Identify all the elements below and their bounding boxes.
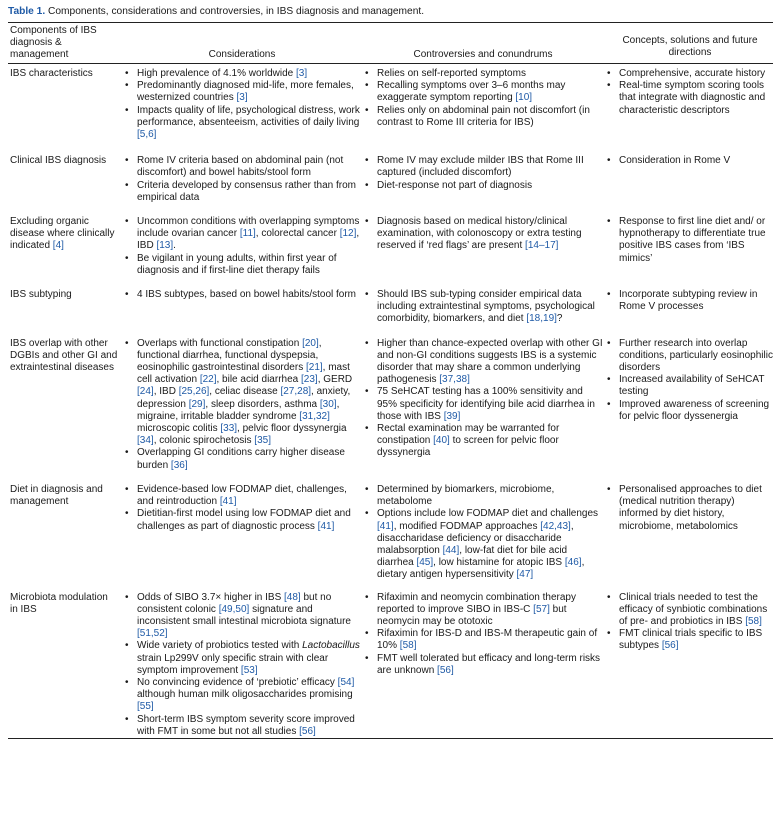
citation-link[interactable]: [31,32]: [299, 410, 330, 422]
concepts-cell: [605, 289, 773, 313]
citation-link[interactable]: [25,26]: [178, 386, 210, 398]
citation-link[interactable]: [23]: [301, 374, 318, 386]
citation-link[interactable]: [48]: [284, 591, 301, 603]
citation-link[interactable]: [56]: [437, 664, 454, 676]
citation-link[interactable]: [45]: [416, 557, 434, 569]
list-item: [123, 677, 361, 714]
text: microscopic colitis: [137, 423, 221, 435]
text: 75 SeHCAT testing has a 100% sensitivity and 95% specificity for identifying bile acid diarrhea in those with IBS: [377, 386, 595, 422]
list-item: [363, 289, 603, 326]
text: Diagnosis based on medical history/clinical examination, with colonoscopy or extra testing reserved if ‘red flags’ are present: [377, 216, 582, 252]
text: , pelvic floor dyssynergia: [237, 423, 347, 435]
text: signature and inconsistent small intestinal microbiota signature: [137, 603, 351, 627]
text: Real-time symptom scoring tools that integrate with diagnostic and characteristic descriptors: [619, 80, 766, 116]
list-item: [605, 374, 773, 398]
table-row: [8, 338, 773, 472]
list-item: [123, 216, 361, 253]
text: , bile acid diarrhea: [216, 374, 301, 386]
list-item: [605, 628, 773, 652]
text: FMT well tolerated but efficacy and long-term risks are unknown: [377, 652, 601, 676]
text: Personalised approaches to diet (medical nutrition therapy) informed by diet history, microbiome, metabolomics: [619, 483, 762, 532]
list-item: [363, 653, 603, 677]
text: Rectal examination may be warranted for constipation: [377, 423, 560, 447]
text: Uncommon conditions with overlapping symptoms include ovarian cancer: [137, 216, 360, 240]
component-cell: Clinical IBS diagnosis: [10, 155, 107, 167]
considerations-cell: [123, 484, 361, 533]
citation-link[interactable]: [39]: [443, 410, 461, 422]
considerations-list: [123, 216, 361, 277]
text: Consideration in Rome V: [619, 155, 731, 167]
text: although human milk oligosaccharides promising: [137, 689, 353, 701]
text: Predominantly diagnosed mid-life, more females, westernized countries: [137, 80, 354, 104]
list-item: [363, 628, 603, 652]
controversies-cell: [363, 216, 603, 253]
citation-link[interactable]: [41]: [219, 496, 237, 508]
text: Comprehensive, accurate history: [619, 68, 766, 79]
list-item: [605, 592, 773, 629]
concepts-list: [605, 155, 773, 167]
list-item: [363, 484, 603, 508]
component-cell: IBS characteristics: [10, 68, 93, 79]
citation-link[interactable]: [3]: [295, 68, 308, 79]
citation-link[interactable]: [4]: [50, 240, 64, 252]
citation-link[interactable]: [5,6]: [137, 129, 157, 141]
text: strain Lp299V only specific strain with clear symptom improvement: [137, 652, 329, 676]
text: Relies only on abdominal pain not discomfort (in contrast to Rome III criteria for IBS): [377, 104, 590, 128]
list-item: [363, 338, 603, 387]
text: , anxiety, depression: [137, 386, 351, 410]
text: , colorectal cancer: [255, 228, 340, 240]
text: Options include low FODMAP diet and challenges: [377, 508, 599, 520]
concepts-cell: [605, 68, 773, 117]
list-item: [605, 216, 773, 265]
controversies-cell: [363, 289, 603, 326]
table-label: Table 1.: [8, 6, 46, 17]
controversies-list: [363, 68, 603, 129]
text: Overlapping GI conditions carry higher disease burden: [137, 447, 345, 471]
header-considerations: Considerations: [208, 48, 276, 60]
table-body: [8, 68, 773, 738]
controversies-list: [363, 216, 603, 253]
list-item: [123, 714, 361, 738]
table-row: [8, 592, 773, 738]
controversies-list: [363, 289, 603, 326]
citation-link[interactable]: [54]: [337, 676, 355, 688]
citation-link[interactable]: [30]: [319, 398, 337, 410]
text: FMT clinical trials specific to IBS subtypes: [619, 628, 763, 652]
list-item: [363, 423, 603, 460]
text: ?: [556, 313, 563, 325]
considerations-list: [123, 289, 361, 301]
table-row: [8, 484, 773, 582]
citation-link[interactable]: [22]: [199, 374, 217, 386]
table-bottom-rule: [8, 738, 773, 739]
table-container: [8, 0, 773, 739]
table-caption: [8, 6, 773, 18]
text: , GERD: [317, 374, 353, 386]
text: , disaccharidase deficiency or disaccharide malabsorption: [377, 520, 574, 556]
list-item: [605, 68, 773, 80]
table-header-rule: [8, 63, 773, 64]
list-item: [605, 289, 773, 313]
concepts-cell: [605, 216, 773, 265]
list-item: [123, 155, 361, 179]
text: , IBD: [153, 386, 179, 398]
text: but neomycin may be ototoxic: [377, 603, 567, 627]
text: 4 IBS subtypes, based on bowel habits/stool form: [137, 289, 357, 301]
concepts-list: [605, 338, 773, 423]
text: , colonic spirochetosis: [153, 435, 255, 447]
considerations-list: [123, 338, 361, 472]
citation-link[interactable]: [13]: [156, 240, 174, 252]
text: Rifaximin for IBS-D and IBS-M therapeutic gain of 10%: [377, 628, 598, 652]
controversies-cell: [363, 68, 603, 129]
text: , modified FODMAP approaches: [393, 520, 541, 532]
controversies-cell: [363, 484, 603, 582]
component-cell: Microbiota modulation in IBS: [10, 591, 108, 615]
list-item: [363, 80, 603, 104]
list-item: [605, 155, 773, 167]
table-row: [8, 68, 773, 141]
table-row: [8, 289, 773, 326]
citation-link[interactable]: [47]: [516, 569, 534, 581]
citation-link[interactable]: [42,43]: [540, 520, 571, 532]
citation-link[interactable]: [11]: [239, 228, 256, 240]
considerations-cell: [123, 68, 361, 141]
text: , mast cell activation: [137, 362, 350, 386]
text: No convincing evidence of ‘prebiotic’ efficacy: [137, 676, 338, 688]
text: Excluding organic disease where clinically indicated: [10, 216, 115, 252]
text: , sleep disorders, asthma: [205, 398, 320, 410]
citation-link[interactable]: [24]: [137, 386, 154, 398]
text: Rome IV criteria based on abdominal pain (not discomfort) and bowel habits/stool form: [137, 155, 344, 179]
citation-link[interactable]: [57]: [533, 603, 550, 615]
considerations-cell: [123, 289, 361, 301]
text: Response to first line diet and/ or hypnotherapy to differentiate true positive IBS cases from ‘IBS mimics’: [619, 216, 766, 264]
text: Evidence-based low FODMAP diet, challenges, and reintroduction: [137, 483, 347, 508]
list-item: [123, 180, 361, 204]
citation-link[interactable]: [18,19]: [526, 313, 557, 325]
concepts-list: [605, 592, 773, 653]
list-item: [123, 338, 361, 448]
list-item: [123, 447, 361, 471]
considerations-list: [123, 484, 361, 533]
list-item: [123, 80, 361, 104]
list-item: [605, 338, 773, 375]
list-item: [363, 180, 603, 192]
citation-link[interactable]: [41]: [377, 520, 394, 532]
citation-link[interactable]: [37,38]: [439, 374, 470, 386]
citation-link[interactable]: [35]: [254, 435, 271, 447]
text: but no consistent colonic: [137, 591, 332, 615]
citation-link[interactable]: [3]: [236, 92, 248, 104]
citation-link[interactable]: [56]: [299, 725, 316, 737]
considerations-cell: [123, 592, 361, 738]
text: Relies on self-reported symptoms: [377, 68, 526, 79]
controversies-list: [363, 338, 603, 460]
list-item: [363, 216, 603, 253]
list-item: [363, 155, 603, 179]
citation-link[interactable]: [21]: [305, 362, 323, 374]
concepts-list: [605, 484, 773, 533]
citation-link[interactable]: [58]: [399, 640, 417, 652]
text: to screen for pelvic floor dyssynergia: [377, 435, 559, 459]
text: , migraine, irritable bladder syndrome: [137, 398, 340, 422]
table-row: [8, 216, 773, 277]
concepts-list: [605, 216, 773, 265]
text: Odds of SIBO 3.7× higher in IBS: [137, 591, 285, 603]
text: Recalling symptoms over 3–6 months may exaggerate symptom reporting: [377, 80, 566, 104]
citation-link[interactable]: [58]: [745, 615, 762, 627]
italic-text: Lactobacillus: [302, 640, 360, 652]
list-item: [363, 508, 603, 581]
text: Diet-response not part of diagnosis: [377, 179, 533, 191]
considerations-list: [123, 68, 361, 141]
component-cell: [8, 216, 118, 253]
text: .: [173, 240, 176, 252]
citation-link[interactable]: [27,28]: [280, 386, 312, 398]
list-item: [123, 508, 361, 532]
concepts-cell: [605, 338, 773, 423]
citation-link[interactable]: [12]: [339, 228, 357, 240]
controversies-list: [363, 155, 603, 192]
controversies-list: [363, 484, 603, 582]
citation-link[interactable]: [36]: [170, 459, 188, 471]
list-item: [123, 640, 361, 677]
text: Increased availability of SeHCAT testing: [619, 374, 765, 398]
citation-link[interactable]: [41]: [317, 520, 335, 532]
citation-link[interactable]: [29]: [188, 398, 206, 410]
list-item: [363, 68, 603, 80]
text: , low-fat diet for bile acid diarrhea: [377, 544, 568, 569]
considerations-cell: [123, 216, 361, 277]
citation-link[interactable]: [44]: [442, 544, 460, 556]
concepts-cell: [605, 484, 773, 533]
list-item: [123, 289, 361, 301]
concepts-cell: [605, 155, 773, 167]
component-cell: IBS subtyping: [10, 289, 72, 301]
considerations-list: [123, 592, 361, 738]
text: Wide variety of probiotics tested with: [137, 640, 303, 652]
citation-link[interactable]: [49,50]: [218, 603, 250, 615]
list-item: [363, 105, 603, 129]
list-item: [123, 484, 361, 508]
text: , IBD: [137, 228, 360, 252]
citation-link[interactable]: [53]: [240, 664, 258, 676]
considerations-cell: [123, 155, 361, 204]
header-components: Components of IBS diagnosis & management: [10, 25, 97, 61]
list-item: [123, 253, 361, 277]
citation-link[interactable]: [56]: [661, 640, 679, 652]
considerations-cell: [123, 338, 361, 472]
citation-link[interactable]: [46]: [564, 557, 582, 569]
table-header: [8, 23, 773, 63]
text: Criteria developed by consensus rather than from empirical data: [137, 179, 357, 203]
text: , low histamine for atopic IBS: [433, 557, 565, 569]
citation-link[interactable]: [33]: [220, 423, 238, 435]
text: Clinical trials needed to test the efficacy of synbiotic combinations of pre- and probiotics in IBS: [619, 591, 768, 627]
text: Incorporate subtyping review in Rome V processes: [619, 289, 758, 313]
list-item: [123, 592, 361, 641]
text: , celiac disease: [209, 386, 281, 398]
citation-link[interactable]: [40]: [433, 435, 450, 447]
text: Rome IV may exclude milder IBS that Rome III captured (included discomfort): [377, 155, 584, 179]
text: Overlaps with functional constipation: [137, 337, 303, 349]
list-item: [123, 68, 361, 80]
text: , dietary antigen hypersensitivity: [377, 557, 585, 581]
text: Dietitian-first model using low FODMAP diet and challenges as part of diagnostic process: [137, 508, 351, 532]
component-cell: Diet in diagnosis and management: [10, 483, 103, 508]
text: Be vigilant in young adults, within first year of diagnosis and if first-line diet therapy fails: [137, 252, 337, 276]
table-row: [8, 155, 773, 204]
citation-link[interactable]: [51,52]: [137, 628, 168, 640]
text: Impacts quality of life, psychological distress, work performance, absenteeism, activities of daily living: [137, 104, 360, 128]
concepts-list: [605, 289, 773, 313]
citation-link[interactable]: [20]: [302, 337, 319, 349]
list-item: [605, 80, 773, 117]
list-item: [605, 484, 773, 533]
citation-link[interactable]: [55]: [137, 701, 154, 713]
text: High prevalence of 4.1% worldwide: [137, 68, 296, 79]
header-concepts: Concepts, solutions and future directions: [622, 35, 758, 59]
concepts-list: [605, 68, 773, 117]
citation-link[interactable]: [10]: [515, 92, 533, 104]
text: Determined by biomarkers, microbiome, metabolome: [377, 483, 555, 508]
controversies-cell: [363, 155, 603, 192]
considerations-list: [123, 155, 361, 204]
text: Should IBS sub-typing consider empirical data including extraintestinal symptoms, psychological comorbidity, biomarkers, and diet: [377, 289, 595, 325]
text: Higher than chance-expected overlap with other GI and non-GI conditions suggests IBS is a systemic disorder that may share a common underlying pathogenesis: [377, 337, 603, 386]
text: Rifaximin and neomycin combination therapy reported to improve SIBO in IBS-C: [377, 591, 576, 615]
citation-link[interactable]: [34]: [137, 435, 154, 447]
component-cell: IBS overlap with other DGBIs and other GI and extraintestinal diseases: [10, 337, 118, 374]
text: Improved awareness of screening for pelvic floor dyssenergia: [619, 398, 770, 422]
text: , functional diarrhea, functional dyspepsia, eosinophilic gastrointestinal disorders: [137, 337, 322, 374]
list-item: [605, 399, 773, 423]
list-item: [363, 386, 603, 423]
controversies-cell: [363, 592, 603, 677]
controversies-cell: [363, 338, 603, 460]
table-caption-text: Components, considerations and controversies, in IBS diagnosis and management.: [45, 6, 425, 17]
concepts-cell: [605, 592, 773, 653]
text: Further research into overlap conditions, particularly eosinophilic disorders: [619, 337, 773, 374]
list-item: [363, 592, 603, 629]
citation-link[interactable]: [14–17]: [525, 240, 559, 252]
text: Short-term IBS symptom severity score improved with FMT in some but not all studies: [137, 713, 355, 737]
controversies-list: [363, 592, 603, 677]
header-controversies: Controversies and conundrums: [413, 48, 553, 60]
list-item: [123, 105, 361, 142]
